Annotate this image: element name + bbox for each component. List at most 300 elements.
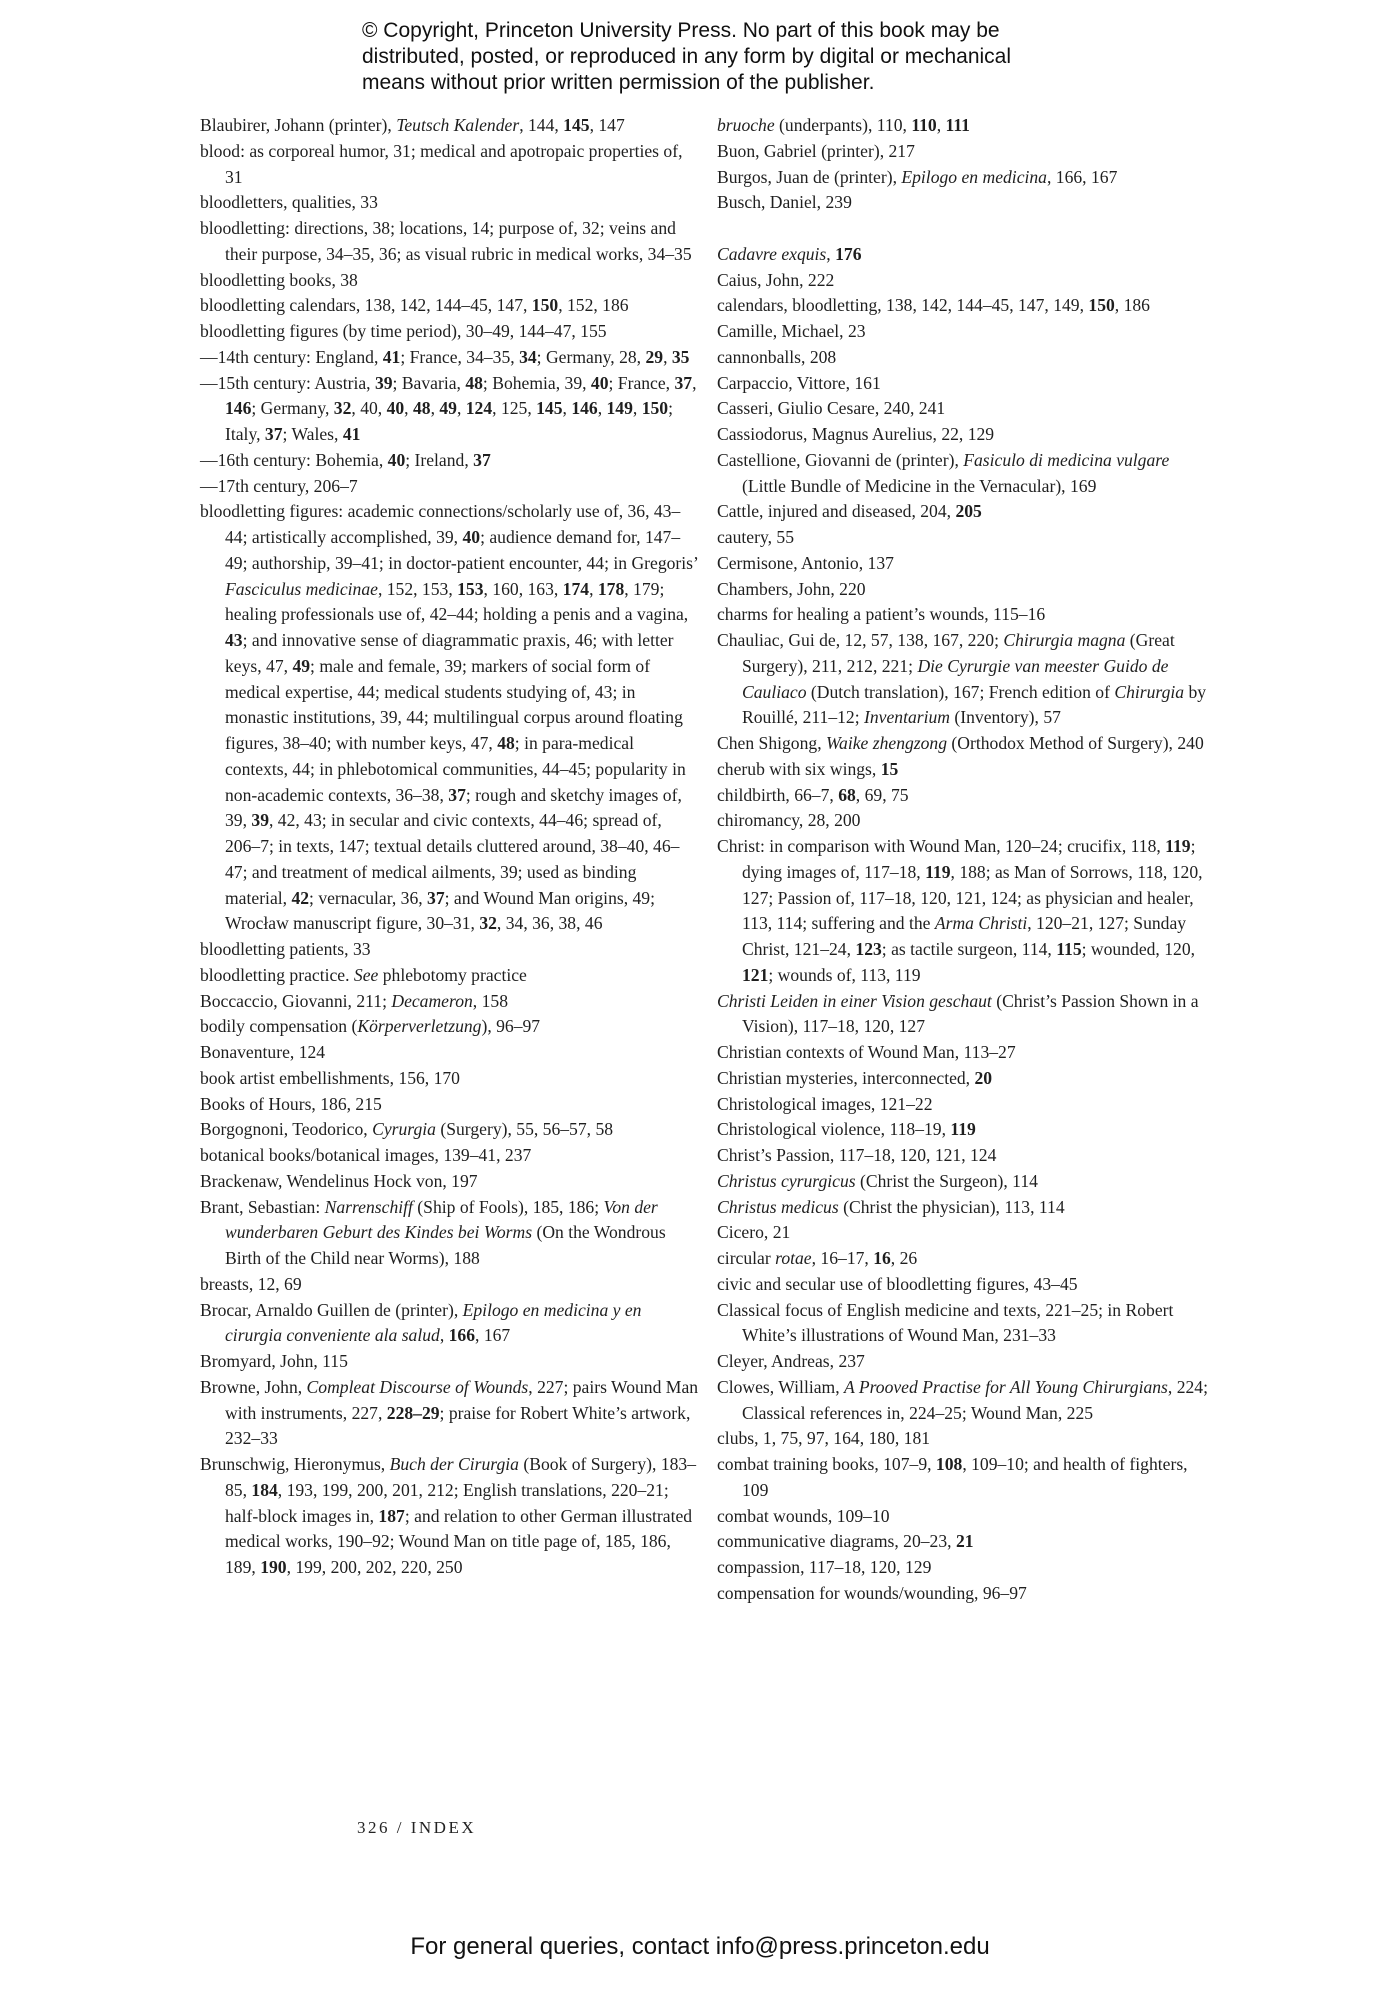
entry-text: , [597, 398, 607, 419]
entry-text: , 224; Classical references in, 224–25; Wound Man, 225 [742, 1376, 1208, 1423]
letter-section-gap [717, 216, 1217, 242]
footer-contact: For general queries, contact info@press.princeton.edu [410, 1933, 990, 1960]
entry-text: ; and Wound Man origins, 49; Wrocław manuscript figure, 30–31, [225, 887, 655, 934]
entry-text: (Orthodox Method of Surgery), 240 [947, 733, 1204, 753]
index-entry [717, 1040, 1217, 1066]
figure-page-ref: 40 [590, 372, 609, 393]
entry-text: Christian mysteries, interconnected, [717, 1067, 975, 1088]
entry-text: ; Bohemia, 39, [482, 372, 591, 393]
figure-page-ref: 178 [597, 578, 625, 599]
entry-text: bloodletting figures: academic connections/scholarly use of, 36, 43–44; artistically accomplished, 39, [200, 501, 681, 547]
entry-text: ; and innovative sense of diagrammatic praxis, 46; with letter keys, 47, [225, 630, 674, 676]
entry-text: , 186 [1114, 295, 1150, 316]
entry-text: Burgos, Juan de (printer), [717, 166, 902, 187]
figure-page-ref: 37 [264, 424, 283, 444]
entry-text: —14th century: England, [200, 346, 383, 367]
index-entry [200, 499, 700, 937]
entry-text: ; wounds of, 113, 119 [768, 964, 921, 985]
entry-text: , [430, 398, 440, 419]
figure-page-ref: 119 [925, 861, 951, 882]
entry-text: bloodletting practice. [200, 964, 354, 985]
entry-text: , [562, 398, 572, 419]
index-entry [200, 1375, 700, 1452]
index-entry [717, 834, 1217, 989]
entry-text: , 147 [589, 115, 625, 135]
figure-page-ref: 108 [935, 1454, 963, 1474]
entry-text: , 152, 153, [377, 578, 458, 599]
index-entry [717, 628, 1217, 731]
entry-text: ; as tactile surgeon, 114, [881, 939, 1057, 959]
italic-title: See [353, 964, 379, 985]
entry-text: —15th century: Austria, [200, 372, 375, 393]
entry-text: , 69, 75 [855, 784, 909, 805]
entry-text: breasts, 12, 69 [200, 1273, 302, 1294]
entry-text: , [632, 398, 642, 419]
entry-text: bloodletting books, 38 [200, 269, 358, 290]
entry-text: ; dying images of, 117–18, [742, 836, 1196, 882]
entry-text: Castellione, Giovanni de (printer), [717, 449, 964, 470]
entry-text: clubs, 1, 75, 97, 164, 180, 181 [717, 1428, 931, 1449]
entry-text: Buon, Gabriel (printer), 217 [717, 140, 915, 161]
figure-page-ref: 110 [911, 115, 937, 135]
entry-text: communicative diagrams, 20–23, [717, 1531, 956, 1552]
figure-page-ref: 43 [225, 630, 243, 650]
entry-text: Cicero, 21 [717, 1222, 791, 1243]
figure-page-ref: 32 [479, 913, 497, 934]
figure-page-ref: 184 [251, 1479, 278, 1500]
entry-text: Books of Hours, 186, 215 [200, 1093, 382, 1114]
index-entry [717, 577, 1217, 603]
figure-page-ref: 48 [465, 372, 483, 393]
entry-text: cautery, 55 [717, 527, 795, 547]
italic-title: Cadavre exquis [717, 243, 827, 264]
entry-text: (Little Bundle of Medicine in the Vernacular), 169 [742, 475, 1097, 496]
index-entry [200, 474, 700, 500]
entry-text: (Ship of Fools), 185, 186; [412, 1196, 604, 1217]
entry-text: , 158 [472, 990, 508, 1011]
italic-title: Decameron [391, 990, 473, 1011]
entry-text: Boccaccio, Giovanni, 211; [200, 990, 392, 1011]
index-entry [717, 319, 1217, 345]
entry-text: , 120–21, 127; Sunday Christ, 121–24, [742, 913, 1187, 959]
index-entry [717, 525, 1217, 551]
figure-page-ref: 37 [473, 449, 491, 470]
index-entry [717, 113, 1217, 139]
italic-title: Die Cyrurgie van meester Guido de Cauliaco [742, 655, 1169, 702]
figure-page-ref: 34 [519, 346, 537, 367]
entry-text: , 167 [475, 1325, 511, 1346]
figure-page-ref: 42 [291, 887, 310, 908]
index-entry [200, 1092, 700, 1118]
index-entry [717, 139, 1217, 165]
entry-text: bloodletting figures (by time period), 30–49, 144–47, 155 [200, 321, 607, 341]
entry-text: , 199, 200, 202, 220, 250 [286, 1557, 463, 1577]
entry-text: compensation for wounds/wounding, 96–97 [717, 1582, 1027, 1603]
index-entry [717, 602, 1217, 628]
entry-text: (Surgery), 55, 56–57, 58 [435, 1119, 614, 1140]
entry-text: ; in para-medical contexts, 44; in phlebotomical communities, 44–45; popularity in non-academic contexts, 36–38, [225, 733, 686, 805]
figure-page-ref: 150 [641, 398, 669, 419]
index-entry [200, 1349, 700, 1375]
entry-text: , 125, [492, 398, 537, 419]
figure-page-ref: 40 [387, 449, 406, 470]
entry-text: Bromyard, John, 115 [200, 1351, 348, 1371]
index-entry [200, 1040, 700, 1066]
entry-text: Carpaccio, Vittore, 161 [717, 372, 881, 393]
italic-title: Epilogo en medicina [901, 166, 1047, 187]
entry-text: ; France, [608, 372, 675, 393]
entry-text: , 193, 199, 200, 201, 212; English translations, 220–21; half-block images in, [225, 1479, 669, 1526]
index-entry [717, 448, 1217, 500]
italic-title: bruoche [717, 115, 775, 135]
entry-text: , 144, [519, 115, 564, 135]
entry-text: ; Germany, 28, [536, 346, 646, 367]
index-entry [717, 422, 1217, 448]
entry-text: ; Germany, [251, 398, 334, 419]
entry-text: Cermisone, Antonio, 137 [717, 552, 894, 573]
index-entry [717, 499, 1217, 525]
entry-text: ; and relation to other German illustrated medical works, 190–92; Wound Man on title page of, 185, 186, 189, [225, 1505, 693, 1577]
index-entry [200, 1014, 700, 1040]
entry-text: cannonballs, 208 [717, 346, 837, 367]
italic-title: Von der wunderbaren Geburt des Kindes bei Worms [225, 1196, 658, 1243]
figure-page-ref: 145 [563, 115, 590, 135]
entry-text: book artist embellishments, 156, 170 [200, 1067, 460, 1088]
entry-text: Borgognoni, Teodorico, [200, 1119, 373, 1140]
copyright-line: © Copyright, Princeton University Press. No part of this book may be [362, 19, 1000, 42]
entry-text: Brackenaw, Wendelinus Hock von, 197 [200, 1170, 478, 1191]
italic-title: A Prooved Practise for All Young Chirurgians [844, 1376, 1168, 1397]
index-entry [717, 396, 1217, 422]
entry-text: Camille, Michael, 23 [717, 321, 866, 341]
entry-text: Brant, Sebastian: [200, 1196, 325, 1217]
entry-text: —16th century: Bohemia, [200, 449, 388, 470]
figure-page-ref: 39 [374, 372, 393, 393]
figure-page-ref: 111 [945, 115, 970, 135]
index-entry [717, 268, 1217, 294]
figure-page-ref: 146 [225, 398, 252, 419]
entry-text: ), 96–97 [481, 1016, 541, 1037]
figure-page-ref: 153 [457, 578, 484, 599]
index-entry [717, 1066, 1217, 1092]
entry-text: , [404, 398, 413, 419]
entry-text: Christ: in comparison with Wound Man, 120–24; crucifix, 118, [717, 836, 1166, 856]
entry-text: Christ’s Passion, 117–18, 120, 121, 124 [717, 1145, 997, 1165]
index-entry [717, 1555, 1217, 1581]
entry-text: childbirth, 66–7, [717, 784, 839, 805]
index-entry [200, 1143, 700, 1169]
figure-page-ref: 174 [562, 578, 590, 599]
index-entry [200, 1169, 700, 1195]
figure-page-ref: 205 [955, 501, 982, 522]
entry-text: (Christ the Surgeon), 114 [855, 1170, 1038, 1191]
index-entry [717, 1272, 1217, 1298]
index-entry [717, 1452, 1217, 1504]
entry-text: blood: as corporeal humor, 31; medical and apotropaic properties of, 31 [200, 140, 683, 187]
index-column-left [200, 113, 700, 1581]
entry-text: (Christ’s Passion Shown in a Vision), 117–18, 120, 127 [742, 990, 1199, 1037]
entry-text: , 179; healing professionals use of, 42–44; holding a penis and a vagina, [225, 578, 689, 625]
entry-text: Brocar, Arnaldo Guillen de (printer), [200, 1299, 463, 1320]
italic-title: Chirurgia magna [1003, 630, 1126, 650]
italic-title: Compleat Discourse of Wounds [306, 1376, 529, 1397]
index-entry [717, 808, 1217, 834]
index-entry [200, 113, 700, 139]
entry-text: —17th century, 206–7 [200, 475, 358, 496]
entry-text: botanical books/botanical images, 139–41, 237 [200, 1145, 532, 1165]
entry-text: ; Wales, [282, 424, 343, 444]
entry-text: ; Italy, [225, 398, 673, 444]
entry-text: Cassiodorus, Magnus Aurelius, 22, 129 [717, 424, 995, 444]
italic-title: Buch der Cirurgia [389, 1454, 519, 1474]
figure-page-ref: 49 [439, 398, 457, 419]
index-entry [717, 551, 1217, 577]
figure-page-ref: 49 [292, 655, 311, 676]
figure-page-ref: 150 [1088, 295, 1115, 316]
entry-text: phlebotomy practice [378, 964, 527, 985]
index-entry [200, 448, 700, 474]
entry-text: , [456, 398, 466, 419]
entry-text: , 26 [890, 1248, 918, 1268]
index-entry [717, 1375, 1217, 1427]
figure-page-ref: 149 [606, 398, 633, 419]
figure-page-ref: 146 [571, 398, 598, 419]
entry-text: , 152, 186 [558, 295, 629, 316]
figure-page-ref: 39 [251, 810, 269, 831]
entry-text: , 160, 163, [483, 578, 563, 599]
italic-title: Arma Christi [934, 913, 1028, 934]
figure-page-ref: 16 [873, 1248, 891, 1268]
index-entry [200, 216, 700, 268]
index-entry [717, 371, 1217, 397]
entry-text: circular [717, 1248, 776, 1268]
index-entry [717, 1349, 1217, 1375]
index-entry [717, 1092, 1217, 1118]
index-entry [717, 190, 1217, 216]
index-entry [200, 268, 700, 294]
figure-page-ref: 145 [536, 398, 563, 419]
figure-page-ref: 35 [671, 346, 690, 367]
index-entry [200, 1272, 700, 1298]
entry-text: , 188; as Man of Sorrows, 118, 120, 127; Passion of, 117–18, 120, 121, 124; as physician and healer, 113, 114; suffering and the [742, 861, 1203, 934]
entry-text: , 16–17, [811, 1248, 874, 1268]
figure-page-ref: 176 [835, 243, 862, 264]
entry-text: , 109–10; and health of fighters, 109 [742, 1454, 1188, 1500]
entry-text: , 40, [351, 398, 387, 419]
entry-text: ; Ireland, [405, 449, 474, 470]
figure-page-ref: 166 [448, 1325, 476, 1346]
entry-text: combat training books, 107–9, [717, 1454, 936, 1474]
index-entry [717, 1426, 1217, 1452]
entry-text: ; France, 34–35, [400, 346, 520, 367]
figure-page-ref: 119 [1165, 836, 1191, 856]
entry-text: Blaubirer, Johann (printer), [200, 115, 397, 135]
italic-title: Körperverletzung [357, 1016, 482, 1037]
entry-text: ; praise for Robert White’s artwork, 232–33 [225, 1402, 691, 1449]
entry-text: (Dutch translation), 167; French edition of [806, 681, 1115, 702]
figure-page-ref: 115 [1056, 939, 1082, 959]
entry-text: Casseri, Giulio Cesare, 240, 241 [717, 398, 946, 419]
figure-page-ref: 187 [378, 1505, 405, 1526]
index-entry [717, 242, 1217, 268]
italic-title: Christus medicus [717, 1196, 839, 1217]
index-entry [717, 1504, 1217, 1530]
entry-text: , 227; pairs Wound Man with instruments, 227, [225, 1376, 699, 1423]
entry-text: ; vernacular, 36, [309, 887, 428, 908]
index-entry [200, 937, 700, 963]
index-entry [717, 783, 1217, 809]
entry-text: (Book of Surgery), 183–85, [225, 1454, 697, 1500]
index-entry [200, 989, 700, 1015]
entry-text: Cleyer, Andreas, 237 [717, 1351, 865, 1371]
entry-text: Christological violence, 118–19, [717, 1119, 951, 1140]
index-entry [200, 139, 700, 191]
figure-page-ref: 37 [427, 887, 445, 908]
figure-page-ref: 123 [855, 939, 882, 959]
index-entry [717, 345, 1217, 371]
entry-text: (Great Surgery), 211, 212, 221; [742, 630, 1175, 676]
entry-text: , 42, 43; in secular and civic contexts, 44–46; spread of, 206–7; in texts, 147; textual details cluttered around, 38–40, 46–47; and treatment of medical ailments, 39; used as binding material, [225, 810, 680, 908]
entry-text: Chen Shigong, [717, 733, 826, 753]
entry-text: bloodletters, qualities, 33 [200, 192, 378, 213]
italic-title: Fasiculo di medicina vulgare [963, 449, 1170, 470]
entry-text: ; wounded, 120, [1081, 939, 1196, 959]
figure-page-ref: 15 [880, 758, 899, 779]
index-entry [717, 1117, 1217, 1143]
figure-page-ref: 48 [412, 398, 431, 419]
italic-title: Waike zhengzong [826, 733, 948, 753]
figure-page-ref: 150 [531, 295, 559, 316]
index-entry [200, 1452, 700, 1581]
figure-page-ref: 40 [386, 398, 405, 419]
italic-title: Fasciculus medicinae [225, 578, 378, 599]
index-entry [717, 1581, 1217, 1607]
italic-title: rotae [775, 1248, 812, 1268]
figure-page-ref: 119 [950, 1119, 976, 1140]
page-folio: 326 / INDEX [357, 1818, 477, 1837]
entry-text: Christian contexts of Wound Man, 113–27 [717, 1042, 1016, 1062]
index-entry [717, 1220, 1217, 1246]
index-entry [717, 1529, 1217, 1555]
index-entry [200, 1298, 700, 1350]
figure-page-ref: 37 [448, 784, 466, 805]
italic-title: Teutsch Kalender [396, 115, 520, 135]
italic-title: Christus cyrurgicus [717, 1170, 856, 1191]
figure-page-ref: 228–29 [386, 1402, 440, 1423]
index-entry [717, 1143, 1217, 1169]
index-entry [200, 1117, 700, 1143]
entry-text: bloodletting: directions, 38; locations, 14; purpose of, 32; veins and their purpose, 34–35, 36; as visual rubric in medical works, 34–35 [200, 218, 692, 264]
entry-text: , [589, 578, 598, 599]
index-column-right [717, 113, 1217, 1607]
entry-text: , [936, 115, 946, 135]
entry-text: charms for healing a patient’s wounds, 115–16 [717, 604, 1046, 625]
figure-page-ref: 124 [465, 398, 493, 419]
entry-text: (Inventory), 57 [950, 707, 1061, 728]
entry-text: , [826, 243, 836, 264]
entry-text: Christological images, 121–22 [717, 1093, 933, 1114]
italic-title: Cyrurgia [372, 1119, 436, 1140]
index-entry [717, 1246, 1217, 1272]
entry-text: cherub with six wings, [717, 758, 881, 779]
entry-text: Chambers, John, 220 [717, 578, 866, 599]
italic-title: Narrenschiff [324, 1196, 413, 1217]
index-entry [200, 1195, 700, 1272]
entry-text: Browne, John, [200, 1376, 307, 1397]
entry-text: Classical focus of English medicine and texts, 221–25; in Robert White’s illustrations of Wound Man, 231–33 [717, 1299, 1174, 1346]
entry-text: (Christ the physician), 113, 114 [838, 1196, 1065, 1217]
index-entry [717, 1195, 1217, 1221]
index-entry [717, 293, 1217, 319]
index-entry [717, 757, 1217, 783]
index-entry [200, 963, 700, 989]
entry-text: calendars, bloodletting, 138, 142, 144–45, 147, 149, [717, 295, 1089, 316]
entry-text: ; rough and sketchy images of, 39, [225, 784, 682, 831]
entry-text: Busch, Daniel, 239 [717, 192, 852, 213]
figure-page-ref: 40 [462, 527, 481, 547]
copyright-line: distributed, posted, or reproduced in any form by digital or mechanical [362, 45, 1012, 68]
figure-page-ref: 41 [342, 424, 361, 444]
entry-text: Caius, John, 222 [717, 269, 835, 290]
entry-text: bodily compensation ( [200, 1016, 358, 1037]
figure-page-ref: 41 [382, 346, 401, 367]
entry-text: ; audience demand for, 147–49; authorship, 39–41; in doctor-patient encounter, 44; in Gregoris’ [225, 527, 698, 573]
index-entry [200, 293, 700, 319]
index-entry [717, 1298, 1217, 1350]
figure-page-ref: 121 [742, 964, 769, 985]
entry-text: Clowes, William, [717, 1376, 845, 1397]
index-entry [717, 731, 1217, 757]
entry-text: ; Bavaria, [392, 372, 466, 393]
entry-text: ; male and female, 39; markers of social form of medical expertise, 44; medical students studying of, 43; in monastic institutions, 39, 44; multilingual corpus around floating figures, 38–40; with number keys, 47, [225, 655, 683, 753]
entry-text: , [692, 372, 697, 393]
entry-text: chiromancy, 28, 200 [717, 810, 861, 831]
entry-text: Bonaventure, 124 [200, 1042, 326, 1062]
figure-page-ref: 20 [974, 1067, 993, 1088]
index-entry [200, 371, 700, 448]
italic-title: Chirurgia [1114, 681, 1185, 702]
entry-text: , 166, 167 [1046, 166, 1118, 187]
italic-title: Inventarium [864, 707, 951, 728]
index-entry [200, 319, 700, 345]
index-entry [200, 345, 700, 371]
entry-text: compassion, 117–18, 120, 129 [717, 1557, 932, 1577]
entry-text: Brunschwig, Hieronymus, [200, 1454, 390, 1474]
index-entry [717, 989, 1217, 1041]
entry-text: (underpants), 110, [774, 115, 912, 135]
figure-page-ref: 21 [955, 1531, 974, 1552]
entry-text: , [439, 1325, 449, 1346]
copyright-line: means without prior written permission of the publisher. [362, 71, 875, 94]
entry-text: Chauliac, Gui de, 12, 57, 138, 167, 220; [717, 630, 1004, 650]
entry-text: bloodletting calendars, 138, 142, 144–45, 147, [200, 295, 532, 316]
entry-text: , 34, 36, 38, 46 [496, 913, 603, 934]
entry-text: bloodletting patients, 33 [200, 939, 371, 959]
entry-text: by Rouillé, 211–12; [742, 681, 1207, 728]
entry-text: , [663, 346, 672, 367]
entry-text: Cattle, injured and diseased, 204, [717, 501, 956, 522]
index-entry [717, 165, 1217, 191]
figure-page-ref: 68 [838, 784, 856, 805]
italic-title: Christi Leiden in einer Vision geschaut [717, 990, 992, 1011]
figure-page-ref: 48 [497, 733, 515, 753]
entry-text: (On the Wondrous Birth of the Child near Worms), 188 [225, 1222, 666, 1268]
entry-text: combat wounds, 109–10 [717, 1505, 890, 1526]
figure-page-ref: 32 [333, 398, 352, 419]
entry-text: civic and secular use of bloodletting figures, 43–45 [717, 1273, 1078, 1294]
index-entry [200, 1066, 700, 1092]
figure-page-ref: 37 [674, 372, 693, 393]
